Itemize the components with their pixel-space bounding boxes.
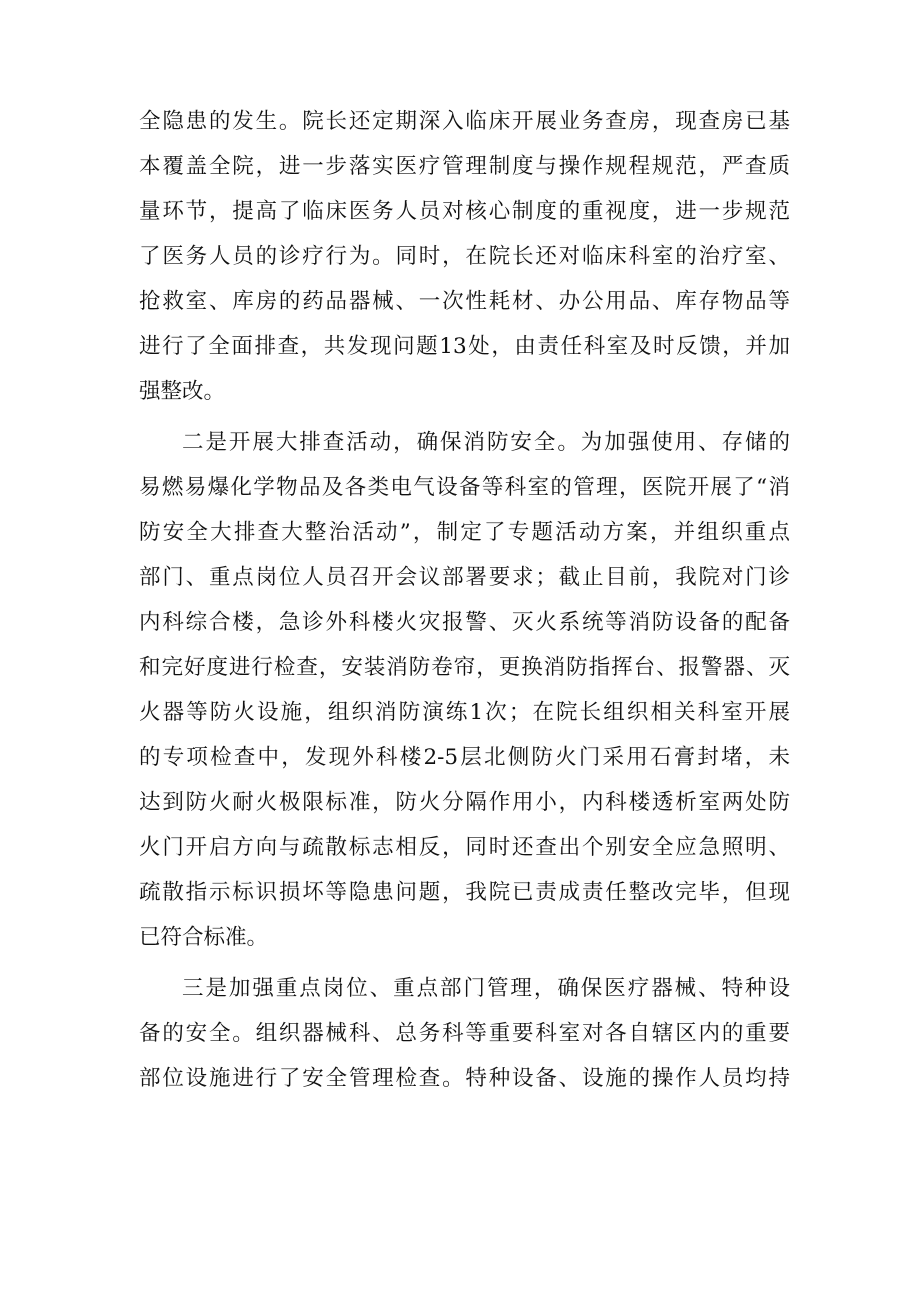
paragraph-2 bbox=[139, 420, 790, 960]
text-line: 强整改。 bbox=[139, 379, 226, 404]
text-line: 二是开展大排查活动，确保消防安全。为加强使用、存储的 bbox=[182, 430, 790, 455]
text-line: 全隐患的发生。院长还定期深入临床开展业务查房，现查房已基 bbox=[139, 109, 790, 134]
text-line: 和完好度进行检查，安装消防卷帘，更换消防指挥台、报警器、灭 bbox=[139, 655, 790, 680]
text-line: 了医务人员的诊疗行为。同时，在院长还对临床科室的治疗室、 bbox=[139, 244, 790, 269]
paragraph-3 bbox=[139, 966, 790, 1101]
text-line: 部位设施进行了安全管理检查。特种设备、设施的操作人员均持 bbox=[139, 1066, 790, 1091]
text-line: 火器等防火设施，组织消防演练1次；在院长组织相关科室开展 bbox=[139, 700, 790, 725]
text-line: 火门开启方向与疏散标志相反，同时还查出个别安全应急照明、 bbox=[139, 835, 790, 860]
text-line: 本覆盖全院，进一步落实医疗管理制度与操作规程规范，严查质 bbox=[139, 154, 790, 179]
text-line: 达到防火耐火极限标准，防火分隔作用小，内科楼透析室两处防 bbox=[139, 790, 790, 815]
text-line: 已符合标准。 bbox=[139, 925, 269, 950]
text-line: 易燃易爆化学物品及各类电气设备等科室的管理，医院开展了“消 bbox=[139, 475, 790, 500]
text-line: 进行了全面排查，共发现问题13处，由责任科室及时反馈，并加 bbox=[139, 334, 790, 359]
text-line: 内科综合楼，急诊外科楼火灾报警、灭火系统等消防设备的配备 bbox=[139, 610, 790, 635]
text-line: 三是加强重点岗位、重点部门管理，确保医疗器械、特种设 bbox=[182, 976, 790, 1001]
paragraph-1 bbox=[139, 99, 790, 414]
text-line: 防安全大排查大整治活动”，制定了专题活动方案，并组织重点 bbox=[139, 520, 790, 545]
text-line: 部门、重点岗位人员召开会议部署要求；截止目前，我院对门诊 bbox=[139, 565, 790, 590]
text-line: 备的安全。组织器械科、总务科等重要科室对各自辖区内的重要 bbox=[139, 1021, 790, 1046]
text-line: 量环节，提高了临床医务人员对核心制度的重视度，进一步规范 bbox=[139, 199, 790, 224]
text-line: 疏散指示标识损坏等隐患问题，我院已责成责任整改完毕，但现 bbox=[139, 880, 790, 905]
text-line: 的专项检查中，发现外科楼2-5层北侧防火门采用石膏封堵，未 bbox=[139, 745, 790, 770]
text-line: 抢救室、库房的药品器械、一次性耗材、办公用品、库存物品等 bbox=[139, 289, 790, 314]
